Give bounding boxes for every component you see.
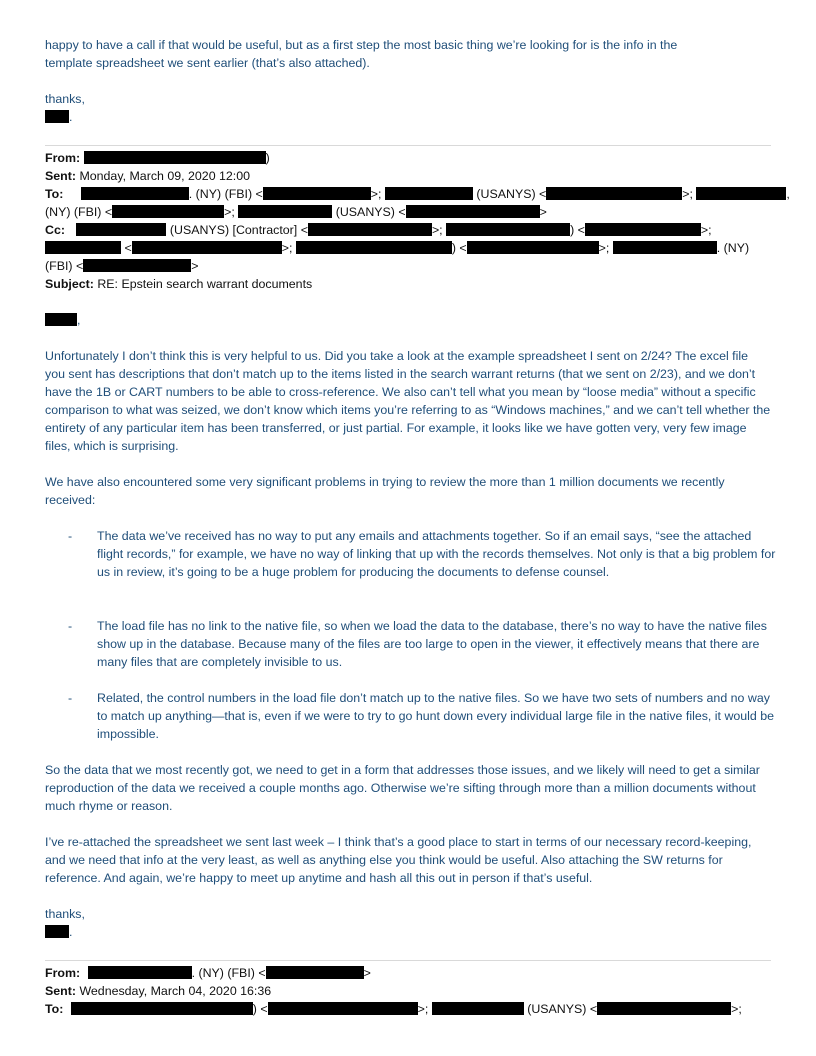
to-text: > xyxy=(539,205,547,219)
redaction-block xyxy=(268,1002,418,1015)
redaction-block xyxy=(83,259,191,272)
bullet-marker: - xyxy=(68,619,73,633)
cc-text: ) < xyxy=(570,223,585,237)
redaction-block xyxy=(76,223,166,236)
redaction-block xyxy=(238,205,332,218)
to-text: >; xyxy=(682,187,693,201)
sent-value: Monday, March 09, 2020 12:00 xyxy=(79,169,251,183)
email1-to-line-1 xyxy=(45,185,790,203)
redaction-block xyxy=(696,187,786,200)
redaction-block xyxy=(597,1002,731,1015)
cc-text: (FBI) < xyxy=(45,259,84,273)
sent-label: Sent: xyxy=(45,984,76,998)
to-text: . (NY) (FBI) < xyxy=(188,187,263,201)
redaction-block xyxy=(45,241,121,254)
cc-text: >; xyxy=(700,223,712,237)
signature-period: . xyxy=(69,925,73,939)
bullet-item-3: Related, the control numbers in the load file don’t match up to the native files. So we have two sets of numbers and no way to match up anything—that is, even if we were to try to go hunt down every individual large file in the native files, it would be impossible. xyxy=(97,691,775,741)
cc-text: (USANYS) [Contractor] < xyxy=(169,223,308,237)
redaction-block xyxy=(406,205,540,218)
intro-thanks: thanks, xyxy=(45,92,85,106)
redaction-block xyxy=(45,925,69,938)
from-label: From: xyxy=(45,966,81,980)
from-text: > xyxy=(363,966,371,980)
to-text: (NY) (FBI) < xyxy=(45,205,113,219)
cc-text: . (NY) xyxy=(716,241,750,255)
cc-text: > xyxy=(191,259,199,273)
cc-text: >; xyxy=(598,241,610,255)
email1-cc-line-1 xyxy=(45,221,771,239)
email1-cc-line-2 xyxy=(45,239,771,257)
from-text: . (NY) (FBI) < xyxy=(191,966,266,980)
email1-sent-line xyxy=(45,167,771,185)
to-text: , xyxy=(786,187,790,201)
email1-to-line-2 xyxy=(45,203,771,221)
email1-from-line xyxy=(45,149,771,167)
email2-to-line xyxy=(45,1000,771,1018)
email1-cc-line-3 xyxy=(45,257,771,275)
redaction-block xyxy=(546,187,682,200)
redaction-block xyxy=(71,1002,253,1015)
to-text: >; xyxy=(370,187,382,201)
cc-text: < xyxy=(124,241,132,255)
cc-label: Cc: xyxy=(45,223,65,237)
redaction-block xyxy=(263,187,371,200)
intro-line-1: happy to have a call if that would be useful, but as a first step the most basic thing we’re looking for is the info in the xyxy=(45,38,678,52)
redaction-block xyxy=(45,110,69,123)
cc-text: >; xyxy=(281,241,293,255)
bullet-marker: - xyxy=(68,691,73,705)
from-tail: ) xyxy=(265,151,270,165)
redaction-block xyxy=(308,223,432,236)
to-text: (USANYS) < xyxy=(335,205,406,219)
to-label: To: xyxy=(45,1002,64,1016)
to-text: (USANYS) < xyxy=(476,187,547,201)
subject-value: RE: Epstein search warrant documents xyxy=(97,277,313,291)
redaction-block xyxy=(81,187,189,200)
redaction-block xyxy=(296,241,452,254)
email1-paragraph-3: So the data that we most recently got, we need to get in a form that addresses those issues, and we likely will need to get a similar reproduction of the data we received a couple months ago. Otherwise we’re sifting through more than a million documents without much rhyme or reason. xyxy=(45,763,760,813)
email1-paragraph-2: We have also encountered some very significant problems in trying to review the more than 1 million documents we recently received: xyxy=(45,475,725,507)
header-divider xyxy=(45,960,771,961)
redaction-block xyxy=(112,205,224,218)
email2-from-line xyxy=(45,964,771,982)
cc-text: ) < xyxy=(451,241,467,255)
header-divider xyxy=(45,145,771,146)
cc-text: >; xyxy=(431,223,443,237)
intro-signature xyxy=(45,108,72,126)
redaction-block xyxy=(266,966,364,979)
redaction-block xyxy=(613,241,717,254)
to-text: >; xyxy=(417,1002,429,1016)
redaction-block xyxy=(446,223,570,236)
redaction-block xyxy=(385,187,473,200)
to-text: >; xyxy=(731,1002,742,1016)
signature-period: . xyxy=(69,110,73,124)
from-label: From: xyxy=(45,151,81,165)
salutation-tail: , xyxy=(77,313,81,327)
email1-signature xyxy=(45,923,72,941)
redaction-block xyxy=(432,1002,524,1015)
email1-paragraph-1: Unfortunately I don’t think this is very helpful to us. Did you take a look at the example spreadsheet I sent on 2/24? The excel file you sent has descriptions that don’t match up to the items listed in the search warrant returns (that we sent on 2/23), and we don’t have the 1B or CART numbers to be able to cross-reference. We also can’t tell what you mean by “loose media” without a specific comparison to what was seized, we don’t know which items you’re referring to as “Windows machines,” and we can’t tell whether the entirety of any particular item has been transferred, or just partial. For example, it looks like we have gotten very, very few image files, which is surprising. xyxy=(45,349,771,453)
sent-value: Wednesday, March 04, 2020 16:36 xyxy=(79,984,272,998)
email1-subject-line xyxy=(45,275,771,293)
email1-thanks: thanks, xyxy=(45,907,85,921)
to-text: (USANYS) < xyxy=(527,1002,598,1016)
subject-label: Subject: xyxy=(45,277,94,291)
redaction-block xyxy=(585,223,701,236)
intro-line-2: template spreadsheet we sent earlier (that’s also attached). xyxy=(45,56,370,70)
sent-label: Sent: xyxy=(45,169,76,183)
email2-sent-line xyxy=(45,982,771,1000)
bullet-item-1: The data we’ve received has no way to put any emails and attachments together. So if an email says, “see the attached flight records,” for example, we have no way of linking that up with the records themselves. Not only is that a big problem for us in review, it’s going to be a huge problem for producing the documents to defense counsel. xyxy=(97,529,776,579)
to-label: To: xyxy=(45,187,64,201)
to-text: ) < xyxy=(252,1002,268,1016)
intro-paragraph xyxy=(45,36,771,72)
redaction-block xyxy=(88,966,192,979)
bullet-marker: - xyxy=(68,529,73,543)
email1-salutation xyxy=(45,311,80,329)
redaction-block xyxy=(45,313,77,326)
redaction-block xyxy=(84,151,266,164)
redaction-block xyxy=(132,241,282,254)
email1-paragraph-4: I’ve re-attached the spreadsheet we sent last week – I think that’s a good place to start in terms of our necessary record-keeping, and we need that info at the very least, as well as anything else you think would be useful. Also attaching the SW returns for reference. And again, we’re happy to meet up anytime and hash all this out in person if that’s useful. xyxy=(45,835,752,885)
bullet-item-2: The load file has no link to the native file, so when we load the data to the database, there’s no way to have the native files show up in the database. Because many of the files are too large to open in the viewer, it effectively means that there are many files that are completely invisible to us. xyxy=(97,619,767,669)
redaction-block xyxy=(467,241,599,254)
to-text: >; xyxy=(224,205,235,219)
